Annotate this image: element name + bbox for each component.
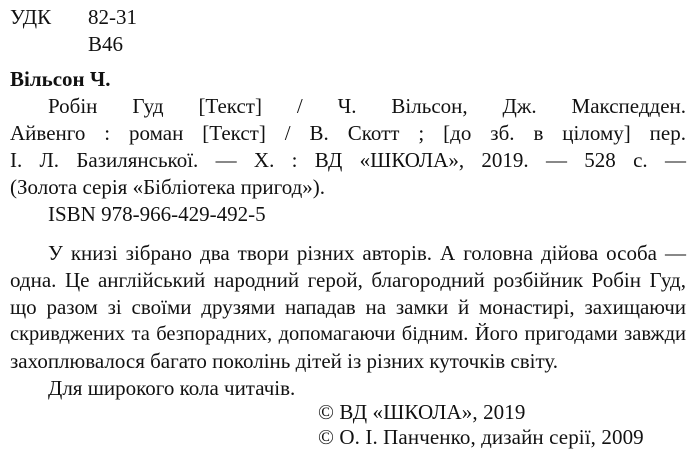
- isbn: ISBN 978-966-429-492-5: [48, 202, 266, 226]
- bibliographic-line-1: Робін Гуд [Текст] / Ч. Вільсон, Дж. Макспедден.: [48, 94, 686, 118]
- udk-label: УДК: [10, 5, 52, 29]
- bibliographic-line-3: І. Л. Базилянської. — Х. : ВД «ШКОЛА», 2019. — 528 с. —: [10, 148, 686, 172]
- audience-note: Для широкого кола читачів.: [48, 376, 296, 400]
- annotation-line-2: одна. Це англійський народний герой, благородний розбійник Робін Гуд,: [10, 268, 686, 292]
- bibliographic-line-2: Айвенго : роман [Текст] / В. Скотт ; [до зб. в цілому] пер.: [10, 121, 686, 145]
- annotation-line-4: скривджених та безпорадних, допомагаючи бідним. Його пригодами завжди: [10, 323, 686, 345]
- annotation-line-3: що разом зі своїми друзями нападав на замки й монастирі, захищаючи: [10, 295, 686, 319]
- copyright-design: © О. І. Панченко, дизайн серії, 2009: [318, 425, 644, 449]
- udk-code: 82-31: [88, 5, 137, 29]
- annotation-line-5: захоплювалося багато поколінь дітей із різних куточків світу.: [10, 349, 559, 373]
- annotation-line-1: У книзі зібрано два твори різних авторів. А головна дійова особа —: [48, 241, 686, 265]
- copyright-publisher: © ВД «ШКОЛА», 2019: [318, 400, 526, 424]
- author-heading: Вільсон Ч.: [10, 67, 111, 91]
- bibliographic-line-4: (Золота серія «Бібліотека пригод»).: [10, 175, 326, 199]
- udk-author-mark: В46: [88, 32, 124, 56]
